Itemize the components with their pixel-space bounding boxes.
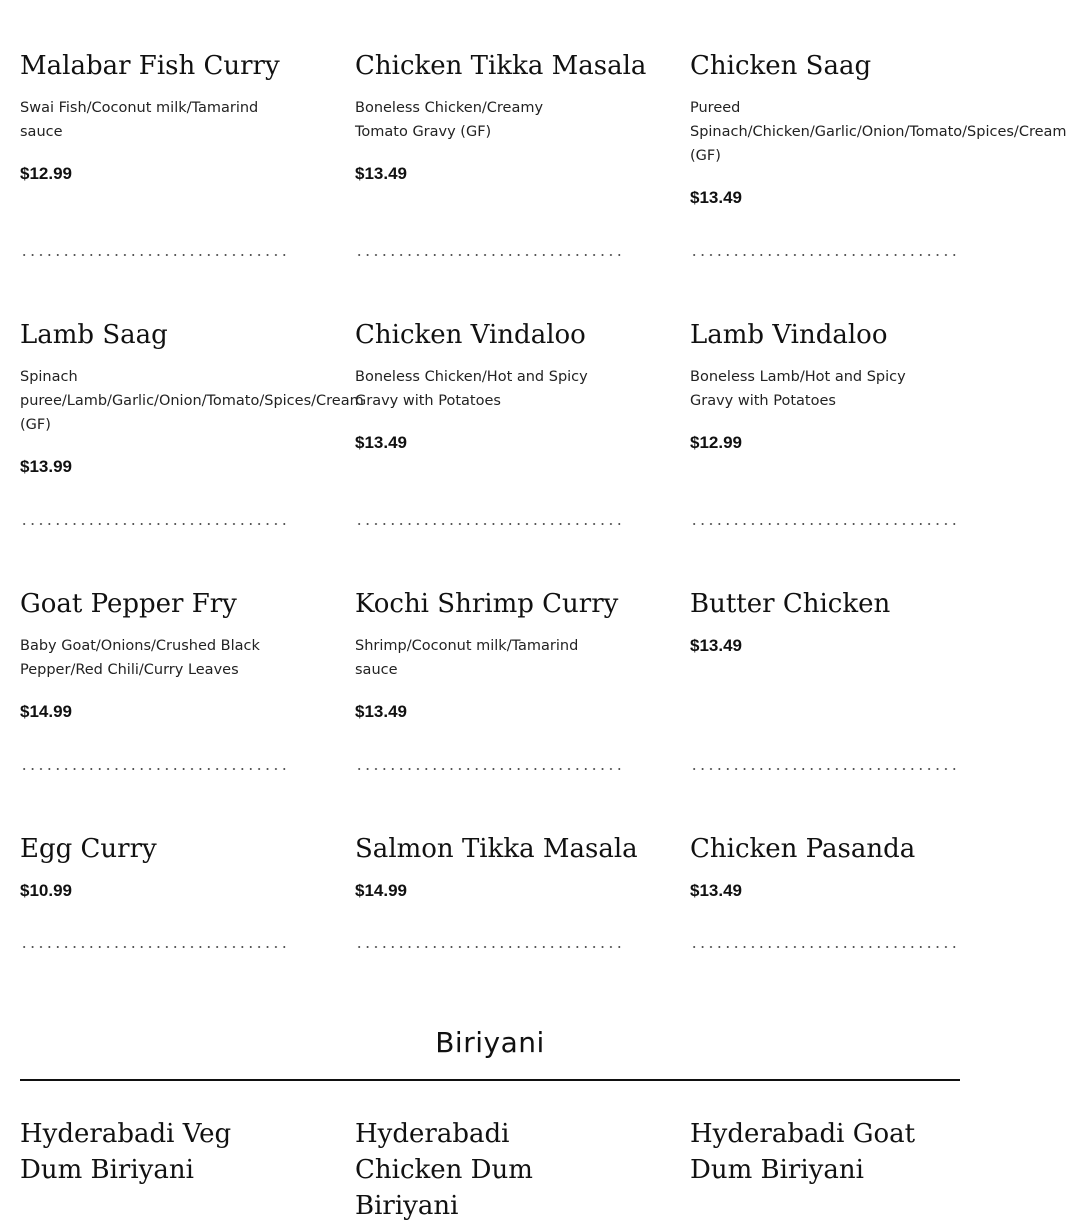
- menu-item-name: Kochi Shrimp Curry: [355, 589, 619, 619]
- menu-item-description: Shrimp/Coconut milk/Tamarind sauce: [355, 638, 579, 678]
- menu-item-name: Butter Chicken: [690, 589, 891, 619]
- menu-item-description: Boneless Chicken/Creamy Tomato Gravy (GF): [355, 100, 544, 140]
- item-divider: [20, 523, 290, 525]
- item-divider: [355, 946, 625, 948]
- item-divider: [690, 523, 960, 525]
- item-divider: [690, 254, 960, 256]
- menu-item: [20, 48, 355, 184]
- menu-item-price: $12.99: [20, 164, 72, 183]
- menu-item-price: $13.49: [690, 636, 742, 655]
- menu-item-price: $13.49: [355, 702, 407, 721]
- item-divider: [690, 946, 960, 948]
- menu-item-name: Malabar Fish Curry: [20, 51, 280, 81]
- menu-item: [355, 48, 690, 184]
- menu-item: [20, 317, 364, 477]
- menu-item-price: $13.49: [355, 164, 407, 183]
- menu-item: [690, 1116, 960, 1188]
- menu-item-name: Hyderabadi Chicken Dum Biriyani: [355, 1119, 533, 1221]
- item-divider: [355, 523, 625, 525]
- menu-item-name: Chicken Tikka Masala: [355, 51, 647, 81]
- menu-item: [355, 586, 690, 722]
- menu-item-name: Lamb Saag: [20, 320, 168, 350]
- item-divider: [20, 946, 290, 948]
- menu-item-price: $13.49: [355, 433, 407, 452]
- menu-item-description: Swai Fish/Coconut milk/Tamarind sauce: [20, 100, 259, 140]
- menu-item: [690, 48, 1067, 208]
- menu-item-name: Chicken Vindaloo: [355, 320, 586, 350]
- menu-item-name: Salmon Tikka Masala: [355, 834, 638, 864]
- item-divider: [355, 768, 625, 770]
- menu-item-name: Egg Curry: [20, 834, 157, 864]
- menu-item-name: Chicken Pasanda: [690, 834, 916, 864]
- menu-item-price: $13.49: [690, 881, 742, 900]
- menu-item-price: $12.99: [690, 433, 742, 452]
- section-title-biriyani: Biriyani: [435, 1026, 545, 1059]
- menu-item-name: Chicken Saag: [690, 51, 872, 81]
- menu-item-name: Hyderabadi Veg Dum Biriyani: [20, 1119, 232, 1185]
- menu-item: [355, 317, 690, 453]
- item-divider: [355, 254, 625, 256]
- item-divider: [20, 254, 290, 256]
- section-divider: [20, 1079, 960, 1081]
- menu-item-price: $14.99: [355, 881, 407, 900]
- menu-item-description: Spinach puree/Lamb/Garlic/Onion/Tomato/Spices/Cream (GF): [20, 369, 364, 433]
- menu-item-description: Boneless Chicken/Hot and Spicy Gravy with Potatoes: [355, 369, 588, 409]
- menu-item-name: Hyderabadi Goat Dum Biriyani: [690, 1119, 916, 1185]
- menu-item: [690, 317, 960, 453]
- menu-item-description: Pureed Spinach/Chicken/Garlic/Onion/Tomato/Spices/Cream (GF): [690, 100, 1067, 164]
- menu-item-name: Goat Pepper Fry: [20, 589, 237, 619]
- menu-item-price: $14.99: [20, 702, 72, 721]
- menu-item-name: Lamb Vindaloo: [690, 320, 888, 350]
- menu-item-description: Boneless Lamb/Hot and Spicy Gravy with Potatoes: [690, 369, 906, 409]
- menu-item: [20, 1116, 355, 1188]
- menu-item: [355, 831, 690, 901]
- menu-item: [690, 831, 960, 901]
- menu-item-price: $13.99: [20, 457, 72, 476]
- menu-item-price: $13.49: [690, 188, 742, 207]
- menu-item-description: Baby Goat/Onions/Crushed Black Pepper/Red Chili/Curry Leaves: [20, 638, 260, 678]
- menu-item: [355, 1116, 690, 1224]
- menu-item-price: $10.99: [20, 881, 72, 900]
- item-divider: [20, 768, 290, 770]
- menu-item: [690, 586, 960, 656]
- item-divider: [690, 768, 960, 770]
- menu-item: [20, 831, 355, 901]
- menu-item: [20, 586, 355, 722]
